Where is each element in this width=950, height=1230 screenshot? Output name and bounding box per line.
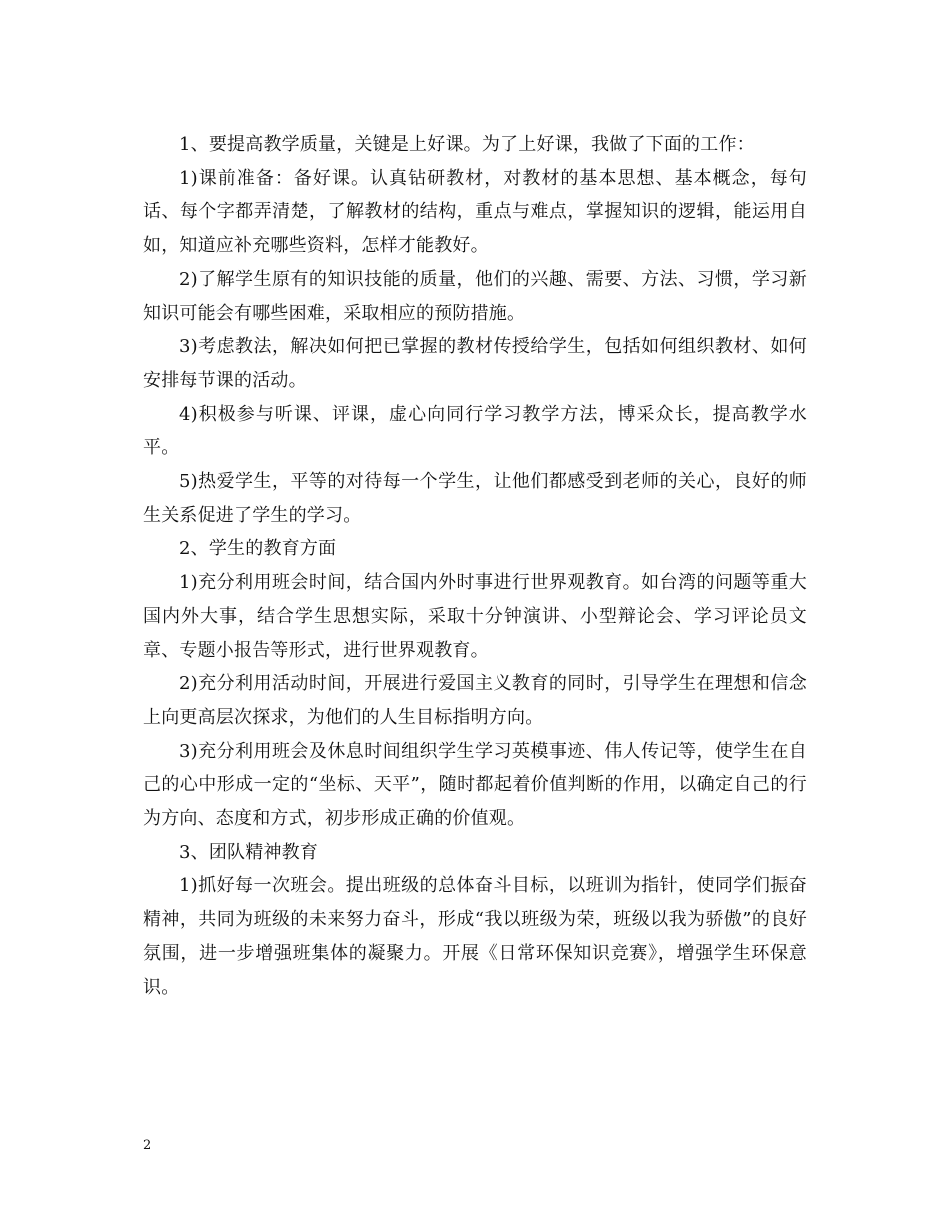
paragraph-section-1-heading: 1、要提高教学质量，关键是上好课。为了上好课，我做了下面的工作： — [179, 134, 755, 155]
document-body — [143, 128, 807, 1004]
paragraph-lesson-preparation: 1)课前准备：备好课。认真钻研教材，对教材的基本思想、基本概念，每句话、每个字都弄清楚，了解教材的结构，重点与难点，掌握知识的逻辑，能运用自如，知道应补充哪些资料，怎样才能教好。 — [143, 167, 807, 257]
paragraph-section-3-heading: 3、团队精神教育 — [179, 841, 319, 863]
paragraph-lesson-observation: 4)积极参与听课、评课，虚心向同行学习教学方法，博采众长，提高教学水平。 — [143, 403, 807, 459]
page-number: 2 — [143, 1138, 152, 1153]
paragraph-values-education: 3)充分利用班会及休息时间组织学生学习英模事迹、伟人传记等，使学生在自己的心中形成一定的“坐标、天平”，随时都起着价值判断的作用，以确定自己的行为方向、态度和方式，初步形成正确的价值观。 — [143, 740, 807, 830]
paragraph-section-2-heading: 2、学生的教育方面 — [179, 538, 337, 560]
paragraph-love-students: 5)热爱学生，平等的对待每一个学生，让他们都感受到老师的关心，良好的师生关系促进了学生的学习。 — [143, 471, 807, 526]
paragraph-class-meeting: 1)抓好每一次班会。提出班级的总体奋斗目标，以班训为指针，使同学们振奋精神，共同为班级的未来努力奋斗，形成“我以班级为荣，班级以我为骄傲”的良好氛围，进一步增强班集体的凝聚力。开展《日常环保知识竞赛》，增强学生环保意识。 — [143, 875, 807, 998]
paragraph-know-students: 2)了解学生原有的知识技能的质量，他们的兴趣、需要、方法、习惯，学习新知识可能会有哪些困难，采取相应的预防措施。 — [143, 268, 807, 324]
paragraph-patriotism-education: 2)充分利用活动时间，开展进行爱国主义教育的同时，引导学生在理想和信念上向更高层次探求，为他们的人生目标指明方向。 — [143, 673, 807, 728]
paragraph-worldview-education: 1)充分利用班会时间，结合国内外时事进行世界观教育。如台湾的问题等重大国内外大事，结合学生思想实际，采取十分钟演讲、小型辩论会、学习评论员文章、专题小报告等形式，进行世界观教育。 — [143, 572, 807, 661]
paragraph-teaching-methods: 3)考虑教法，解决如何把已掌握的教材传授给学生，包括如何组织教材、如何安排每节课的活动。 — [143, 336, 807, 391]
